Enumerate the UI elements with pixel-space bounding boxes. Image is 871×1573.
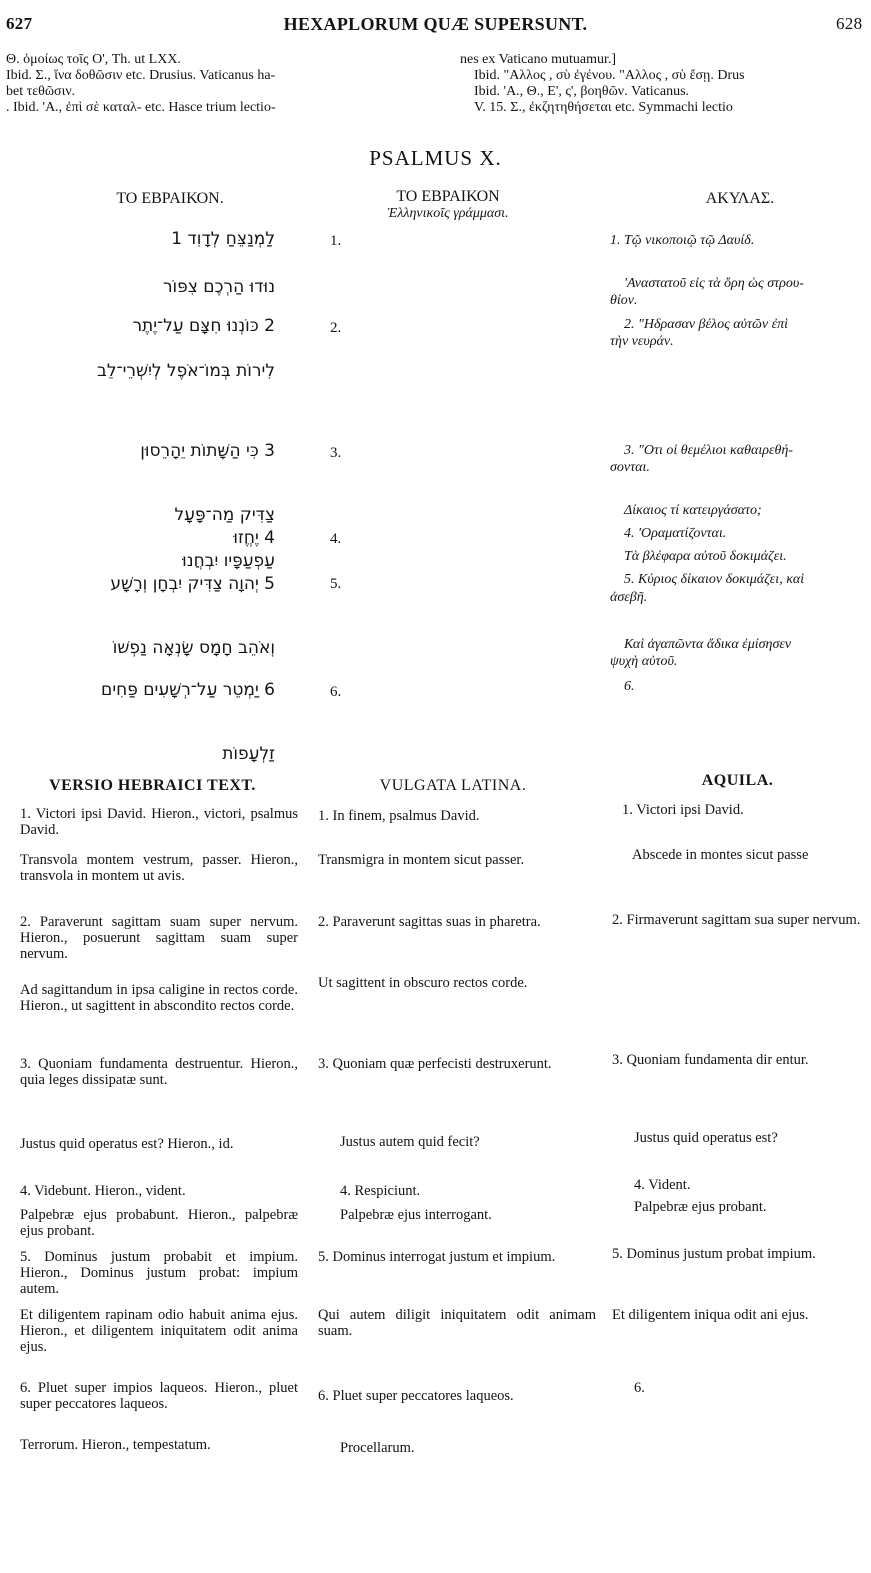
hebrew-line: 4 יֶחֱזוּ	[233, 528, 275, 548]
note-line: V. 15. Σ., ἐκζητηθήσεται etc. Symmachi lectio	[474, 100, 733, 115]
running-title: HEXAPLORUM QUÆ SUPERSUNT.	[283, 14, 588, 34]
hebrew-line: צַדִּיק מַה־פָּעָל	[174, 505, 275, 525]
page-number-left: 627	[6, 14, 33, 33]
versio-para: 3. Quoniam fundamenta destruentur. Hieron., quia leges dissipatæ sunt.	[20, 1056, 298, 1088]
psalm-title: PSALMUS X.	[369, 146, 502, 170]
aquila-greek-line: Δίκαιος τί κατειργάσατο;	[624, 503, 762, 518]
vulgata-para: Qui autem diligit iniquitatem odit animam suam.	[318, 1307, 596, 1339]
versio-para: Terrorum. Hieron., tempestatum.	[20, 1437, 211, 1453]
aquila-latin-para: 1. Victori ipsi David.	[622, 802, 744, 818]
latin-head-versio: VERSIO HEBRAICI TEXT.	[49, 777, 256, 794]
aquila-latin-para: Et diligentem iniqua odit ani ejus.	[612, 1307, 809, 1323]
hebrew-line: 6 יַמְטֵר עַל־רְשָׁעִים פַּחִים	[101, 680, 275, 700]
hebrew-line: עַפְעַפָּיו יִבְחֲנוּ	[182, 551, 275, 571]
note-line: Θ. ὁμοίως τοῖς Ο', Th. ut LXX.	[6, 52, 181, 67]
versio-para: 6. Pluet super impios laqueos. Hieron., pluet super peccatores laqueos.	[20, 1380, 298, 1412]
hebrew-line: 3 כִּי הַשָּׁתוֹת יֵהָרֵסוּן	[140, 441, 275, 461]
aquila-latin-para: 3. Quoniam fundamenta dir entur.	[612, 1052, 809, 1068]
aquila-latin-para: Palpebræ ejus probant.	[634, 1199, 767, 1215]
col-head-transliteration	[318, 188, 578, 222]
vulgata-para: 4. Respiciunt.	[340, 1183, 421, 1199]
vulgata-para: 2. Paraverunt sagittas suas in pharetra.	[318, 914, 541, 930]
vulgata-para: Ut sagittent in obscuro rectos corde.	[318, 975, 528, 991]
aquila-greek-line: 2. "Ηδρασαν βέλος αὐτῶν ἐπὶ	[624, 317, 789, 332]
aquila-latin-para: Justus quid operatus est?	[634, 1130, 778, 1146]
aquila-greek-line: ψυχὴ αὐτοῦ.	[610, 654, 678, 669]
hebrew-line: לַמְנַצֵּחַ לְדָוִד 1	[171, 229, 275, 249]
note-line: Ibid. "Αλλος , σὺ ἐγένου. "Αλλος , σὺ ἔσῃ. Drus	[474, 68, 745, 83]
aquila-greek-line: Καὶ ἀγαπῶντα ἄδικα ἐμίσησεν	[624, 637, 792, 652]
aquila-greek-line: Τὰ βλέφαρα αὐτοῦ δοκιμάζει.	[624, 549, 787, 564]
latin-head-aquila: AQUILA.	[701, 772, 774, 789]
aquila-latin-para: 2. Firmaverunt sagittam sua super nervum.	[612, 912, 861, 928]
versio-para: Justus quid operatus est? Hieron., id.	[20, 1136, 234, 1152]
vulgata-para: 5. Dominus interrogat justum et impium.	[318, 1249, 556, 1265]
hebrew-line: לִירוֹת בְּמוֹ־אֹפֶל לְיִשְׁרֵי־לֵב	[97, 361, 275, 381]
aquila-latin-para: 6.	[634, 1380, 645, 1396]
aquila-latin-para: Abscede in montes sicut passe	[632, 847, 809, 863]
versio-para: 2. Paraverunt sagittam suam super nervum. Hieron., posuerunt sagittam suam super nervum.	[20, 914, 298, 962]
versio-para: 4. Videbunt. Hieron., vident.	[20, 1183, 186, 1199]
page-number-right: 628	[836, 14, 863, 33]
verse-number: 1.	[330, 233, 342, 249]
aquila-greek-line: 4. 'Οραματίζονται.	[624, 526, 727, 541]
vulgata-para: Justus autem quid fecit?	[340, 1134, 480, 1150]
aquila-greek-line: 5. Κύριος δίκαιον δοκιμάζει, καὶ	[624, 572, 805, 587]
aquila-greek-line: 3. "Οτι οἱ θεμέλιοι καθαιρεθή-	[624, 443, 793, 458]
versio-para: Palpebræ ejus probabunt. Hieron., palpebræ ejus probant.	[20, 1207, 298, 1239]
note-line: bet τεθῶσιν.	[6, 84, 76, 99]
versio-para: 5. Dominus justum probabit et impium. Hieron., Dominus justum probat: impium autem.	[20, 1249, 298, 1297]
note-line: . Ibid. 'Α., ἐπὶ σὲ καταλ- etc. Hasce trium lectio-	[6, 100, 276, 115]
versio-para: Ad sagittandum in ipsa caligine in rectos corde. Hieron., ut sagittent in abscondito rectos corde.	[20, 982, 298, 1014]
hebrew-line: 5 יְהוָה צַדִּיק יִבְחָן וְרָשָׁע	[110, 574, 275, 594]
col-head-transliteration-sub: Ἑλληνικοῖς γράμμασι.	[387, 206, 509, 221]
note-line: Ibid. 'Α., Θ., Ε', ς', βοηθῶν. Vaticanus.	[474, 84, 690, 99]
note-line: Ibid. Σ., ἵνα δοθῶσιν etc. Drusius. Vaticanus ha-	[6, 68, 276, 83]
notes-right	[460, 52, 870, 116]
vulgata-para: Procellarum.	[340, 1440, 415, 1456]
aquila-latin-para: 5. Dominus justum probat impium.	[612, 1246, 816, 1262]
col-head-transliteration-title: ΤΟ ΕΒΡΑΙΚΟΝ	[396, 188, 500, 205]
verse-number: 3.	[330, 445, 342, 461]
verse-number: 6.	[330, 684, 342, 700]
aquila-latin-para: 4. Vident.	[634, 1177, 691, 1193]
vulgata-para: Transmigra in montem sicut passer.	[318, 852, 525, 868]
vulgata-para: 6. Pluet super peccatores laqueos.	[318, 1388, 514, 1404]
verse-number: 2.	[330, 320, 342, 336]
versio-para: 1. Victori ipsi David. Hieron., victori, psalmus David.	[20, 806, 298, 838]
aquila-greek-line: 1. Τῷ νικοποιῷ τῷ Δαυίδ.	[610, 233, 755, 248]
note-line: nes ex Vaticano mutuamur.]	[460, 52, 617, 67]
aquila-greek-line: σονται.	[610, 460, 650, 475]
hebrew-line: 2 כּוֹנְנוּ חִצָּם עַל־יֶתֶר	[132, 316, 275, 336]
versio-para: Et diligentem rapinam odio habuit anima ejus. Hieron., et diligentem iniquitatem odit anima ejus.	[20, 1307, 298, 1355]
col-head-hebrew: ΤΟ ΕΒΡΑΙΚΟΝ.	[116, 190, 224, 207]
hebrew-line: וְאֹהֵב חָמָס שָׂנְאָה נַפְשׁוֹ	[112, 638, 275, 658]
vulgata-para: Palpebræ ejus interrogant.	[340, 1207, 492, 1223]
vulgata-para: 3. Quoniam quæ perfecisti destruxerunt.	[318, 1056, 552, 1072]
vulgata-para: 1. In finem, psalmus David.	[318, 808, 480, 824]
hebrew-line: נוּדוּ הַרְכֶם צִפּוֹר	[162, 277, 275, 297]
verse-number: 5.	[330, 576, 342, 592]
col-head-aquila: ΑΚΥΛΑΣ.	[705, 190, 775, 207]
versio-para: Transvola montem vestrum, passer. Hieron., transvola in montem ut avis.	[20, 852, 298, 884]
aquila-greek-line: θίον.	[610, 293, 638, 308]
aquila-greek-line: 6.	[624, 679, 635, 694]
aquila-greek-line: ἀσεβῆ.	[610, 590, 648, 605]
verse-number: 4.	[330, 531, 342, 547]
notes-left	[6, 52, 446, 116]
hebrew-line: זַלְעָפוֹת	[222, 744, 275, 764]
latin-head-vulgata: VULGATA LATINA.	[379, 777, 527, 794]
aquila-greek-line: 'Αναστατοῦ εἰς τὰ ὄρη ὡς στρου-	[624, 276, 804, 291]
aquila-greek-line: τὴν νευράν.	[610, 334, 674, 349]
